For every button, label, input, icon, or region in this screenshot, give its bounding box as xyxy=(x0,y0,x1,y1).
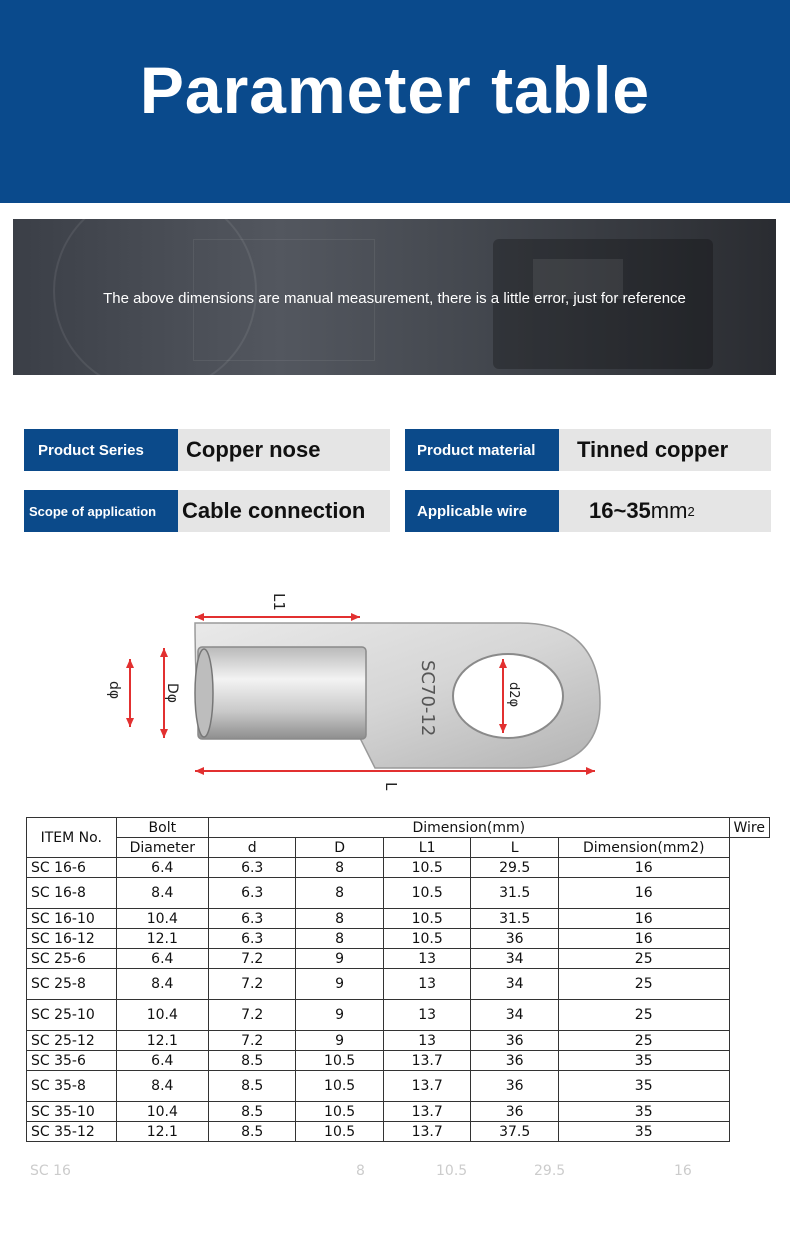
cell-wire: 35 xyxy=(558,1051,729,1071)
spec-value: Tinned copper xyxy=(559,429,771,471)
cell-L1: 13.7 xyxy=(383,1122,471,1142)
cell-L: 36 xyxy=(471,929,559,949)
table-row xyxy=(27,929,770,949)
header-L1: L1 xyxy=(383,838,471,858)
cell-bolt: 8.4 xyxy=(116,878,209,909)
barrel-opening xyxy=(195,649,213,737)
page-title: Parameter table xyxy=(139,53,651,127)
cell-bolt: 12.1 xyxy=(116,929,209,949)
cell-wire: 35 xyxy=(558,1122,729,1142)
arrow-head xyxy=(126,718,134,727)
cell-L: 36 xyxy=(471,1031,559,1051)
arrow-head xyxy=(351,613,360,621)
cell-D: 9 xyxy=(296,1031,384,1051)
cell-D: 8 xyxy=(296,909,384,929)
cell-bolt: 6.4 xyxy=(116,858,209,878)
cell-L1: 10.5 xyxy=(383,929,471,949)
ghost-cell: 8 xyxy=(356,1163,365,1179)
table-row xyxy=(27,858,770,878)
cell-d: 6.3 xyxy=(209,909,296,929)
header-dimension: Dimension(mm) xyxy=(209,818,729,838)
cell-D: 10.5 xyxy=(296,1122,384,1142)
cell-D: 8 xyxy=(296,878,384,909)
wire-range: 16~35 xyxy=(589,498,651,523)
arrow-head xyxy=(126,659,134,668)
cell-L1: 13 xyxy=(383,1031,471,1051)
lug-marking: SC70-12 xyxy=(417,660,438,737)
dimension-label-d2: d2φ xyxy=(506,682,521,708)
dimension-label-l: L xyxy=(382,782,400,791)
cell-item: SC 25-6 xyxy=(27,949,117,969)
parameter-table xyxy=(26,817,770,1142)
ghost-cell: SC 16 xyxy=(30,1163,71,1179)
table-row xyxy=(27,969,770,1000)
wire-unit-exponent: 2 xyxy=(687,503,695,519)
header-wire: Wire xyxy=(729,818,770,838)
arrow-head xyxy=(195,613,204,621)
cell-d: 6.3 xyxy=(209,878,296,909)
header-banner xyxy=(0,0,790,203)
cell-wire: 25 xyxy=(558,969,729,1000)
spec-product-series xyxy=(24,429,390,471)
spec-scope-of-application xyxy=(24,490,390,532)
cell-L: 34 xyxy=(471,1000,559,1031)
cell-wire: 16 xyxy=(558,878,729,909)
cell-d: 8.5 xyxy=(209,1122,296,1142)
header-wire-dimension: Dimension(mm2) xyxy=(558,838,729,858)
cell-L: 36 xyxy=(471,1102,559,1122)
cell-bolt: 10.4 xyxy=(116,1000,209,1031)
cell-L: 31.5 xyxy=(471,909,559,929)
header-D: D xyxy=(296,838,384,858)
ghost-cell: 29.5 xyxy=(534,1163,566,1179)
header-bolt: Bolt xyxy=(116,818,209,838)
spec-value: Copper nose xyxy=(178,429,390,471)
cell-item: SC 16-12 xyxy=(27,929,117,949)
dimension-label-D: Dφ xyxy=(164,683,180,704)
spec-label: Product material xyxy=(405,429,559,471)
spec-label: Scope of application xyxy=(24,490,178,532)
cell-item: SC 16-8 xyxy=(27,878,117,909)
cell-bolt: 6.4 xyxy=(116,1051,209,1071)
cell-item: SC 35-12 xyxy=(27,1122,117,1142)
cell-bolt: 10.4 xyxy=(116,909,209,929)
cell-d: 7.2 xyxy=(209,1031,296,1051)
cell-L1: 13.7 xyxy=(383,1051,471,1071)
cell-L1: 13.7 xyxy=(383,1102,471,1122)
cell-D: 9 xyxy=(296,969,384,1000)
dimension-label-d: dφ xyxy=(106,681,122,700)
cell-L1: 13 xyxy=(383,969,471,1000)
cell-wire: 16 xyxy=(558,858,729,878)
cell-d: 8.5 xyxy=(209,1102,296,1122)
cell-wire: 25 xyxy=(558,949,729,969)
spec-applicable-wire xyxy=(405,490,771,532)
arrow-head xyxy=(586,767,595,775)
cell-L1: 10.5 xyxy=(383,878,471,909)
spec-label: Product Series xyxy=(24,429,178,471)
cell-bolt: 6.4 xyxy=(116,949,209,969)
cell-item: SC 25-10 xyxy=(27,1000,117,1031)
measurement-note: The above dimensions are manual measurement, there is a little error, just for reference xyxy=(103,290,686,307)
cell-L: 34 xyxy=(471,949,559,969)
cell-D: 10.5 xyxy=(296,1071,384,1102)
arrow-head xyxy=(160,729,168,738)
cell-L1: 13 xyxy=(383,1000,471,1031)
lug-dimension-diagram xyxy=(90,585,650,800)
cell-wire: 25 xyxy=(558,1000,729,1031)
cell-bolt: 12.1 xyxy=(116,1122,209,1142)
cell-wire: 16 xyxy=(558,929,729,949)
cell-D: 10.5 xyxy=(296,1051,384,1071)
cell-d: 8.5 xyxy=(209,1051,296,1071)
cell-d: 6.3 xyxy=(209,858,296,878)
cell-d: 7.2 xyxy=(209,949,296,969)
cell-item: SC 16-10 xyxy=(27,909,117,929)
arrow-head xyxy=(195,767,204,775)
header-L: L xyxy=(471,838,559,858)
cell-L: 36 xyxy=(471,1051,559,1071)
cell-item: SC 35-10 xyxy=(27,1102,117,1122)
cell-D: 8 xyxy=(296,929,384,949)
dimension-label-l1: L1 xyxy=(270,593,288,611)
table-row xyxy=(27,878,770,909)
cell-item: SC 25-12 xyxy=(27,1031,117,1051)
table-row xyxy=(27,949,770,969)
cell-D: 9 xyxy=(296,1000,384,1031)
ghost-cell: 10.5 xyxy=(436,1163,468,1179)
cell-item: SC 16-6 xyxy=(27,858,117,878)
cell-bolt: 12.1 xyxy=(116,1031,209,1051)
cell-wire: 35 xyxy=(558,1102,729,1122)
cell-D: 8 xyxy=(296,858,384,878)
cell-d: 8.5 xyxy=(209,1071,296,1102)
cell-d: 7.2 xyxy=(209,1000,296,1031)
cell-L1: 13.7 xyxy=(383,1071,471,1102)
cell-item: SC 25-8 xyxy=(27,969,117,1000)
spec-value: Cable connection xyxy=(178,490,390,532)
cell-L: 36 xyxy=(471,1071,559,1102)
cell-L: 37.5 xyxy=(471,1122,559,1142)
cell-item: SC 35-8 xyxy=(27,1071,117,1102)
table-row xyxy=(27,1000,770,1031)
cell-L1: 10.5 xyxy=(383,909,471,929)
cell-D: 10.5 xyxy=(296,1102,384,1122)
table-row xyxy=(27,1102,770,1122)
header-item-no: ITEM No. xyxy=(27,818,117,858)
table-row xyxy=(27,1031,770,1051)
cell-L1: 10.5 xyxy=(383,858,471,878)
cell-wire: 16 xyxy=(558,909,729,929)
cell-d: 7.2 xyxy=(209,969,296,1000)
cell-d: 6.3 xyxy=(209,929,296,949)
cell-bolt: 8.4 xyxy=(116,1071,209,1102)
table-row xyxy=(27,909,770,929)
table-row xyxy=(27,1051,770,1071)
header-bolt-diameter: Diameter xyxy=(116,838,209,858)
spec-value xyxy=(559,490,771,532)
table-body xyxy=(27,858,770,1142)
cell-L: 34 xyxy=(471,969,559,1000)
cell-bolt: 8.4 xyxy=(116,969,209,1000)
faded-table-row xyxy=(26,1161,770,1181)
spec-product-material xyxy=(405,429,771,471)
measurement-note-banner xyxy=(13,219,776,375)
ghost-cell: 16 xyxy=(674,1163,692,1179)
table-row xyxy=(27,1122,770,1142)
spec-label: Applicable wire xyxy=(405,490,559,532)
cell-D: 9 xyxy=(296,949,384,969)
cell-L: 29.5 xyxy=(471,858,559,878)
cell-bolt: 10.4 xyxy=(116,1102,209,1122)
cell-L: 31.5 xyxy=(471,878,559,909)
cell-item: SC 35-6 xyxy=(27,1051,117,1071)
table-row xyxy=(27,1071,770,1102)
arrow-head xyxy=(160,648,168,657)
cell-wire: 35 xyxy=(558,1071,729,1102)
lug-barrel xyxy=(198,647,366,739)
cell-wire: 25 xyxy=(558,1031,729,1051)
cell-L1: 13 xyxy=(383,949,471,969)
wire-unit: mm xyxy=(650,498,688,523)
header-d: d xyxy=(209,838,296,858)
